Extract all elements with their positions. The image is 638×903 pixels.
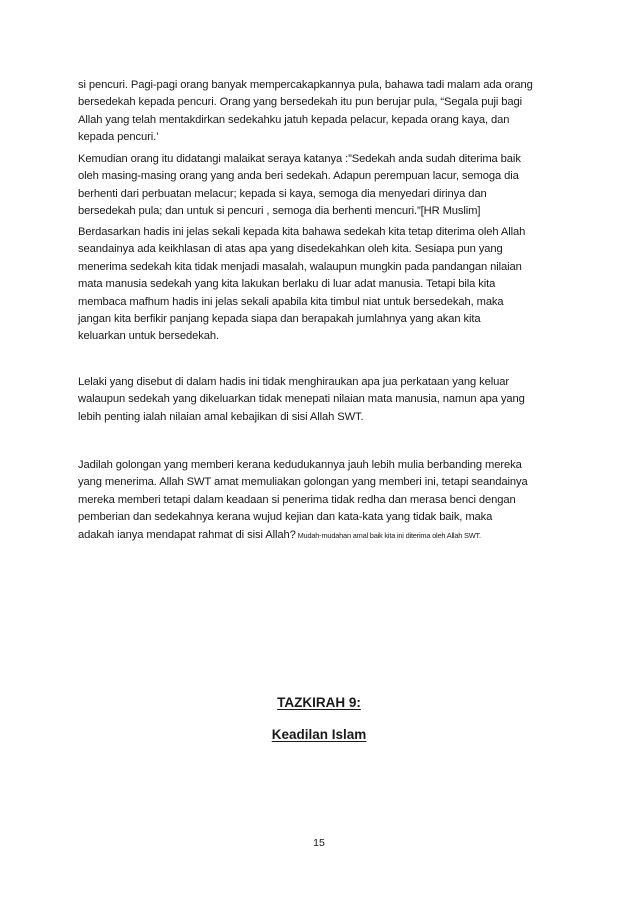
text-line: lebih penting ialah nilaian amal kebajikan di sisi Allah SWT. (78, 410, 364, 423)
text-line: Allah yang telah mentakdirkan sedekahku jatuh kepada pelacur, kepada orang kaya, dan (78, 113, 510, 126)
text-line: Berdasarkan hadis ini jelas sekali kepada kita bahawa sedekah kita tetap diterima oleh Allah (78, 226, 526, 238)
text-line: walaupun sedekah yang dikeluarkan tidak menepati nilaian mata manusia, namun apa yang (78, 393, 525, 406)
text-line: menerima sedekah kita tidak menjadi masalah, walaupun mungkin pada pandangan nilaian (78, 260, 522, 273)
text-line-main: adakah ianya mendapat rahmat di sisi Allah? (78, 528, 296, 541)
text-line: oleh masing-masing orang yang anda beri sedekah. Adapun perempuan lacur, semoga dia (78, 170, 519, 183)
text-line: bersedekah kepada pencuri. Orang yang bersedekah itu pun berujar pula, “Segala puji bagi (78, 96, 522, 109)
text-line: bersedekah pula; dan untuk si pencuri , semoga dia berhenti mencuri.”[HR Muslim] (78, 205, 481, 218)
text-line: Lelaki yang disebut di dalam hadis ini tidak menghiraukan apa jua perkataan yang keluar (78, 376, 510, 388)
text-line: Jadilah golongan yang memberi kerana kedudukannya jauh lebih mulia berbanding mereka (78, 459, 522, 471)
text-line: yang menerima. Allah SWT amat memuliakan golongan yang memberi ini, tetapi seandainya (78, 476, 528, 489)
text-line: Kemudian orang itu didatangi malaikat seraya katanya :”Sedekah anda sudah diterima baik (78, 153, 521, 165)
text-line-small: Mudah-mudahan amal baik kita ini diterima oleh Allah SWT. (295, 530, 481, 540)
paragraph-2 (78, 151, 568, 221)
text-line: kepada pencuri.’ (78, 131, 159, 144)
paragraph-4 (78, 374, 568, 426)
paragraph-5 (78, 457, 568, 544)
text-line: seandainya ada keikhlasan di atas apa yang disedekahkan oleh kita. Sesiapa pun yang (78, 243, 503, 256)
tazkirah-title: TAZKIRAH 9: (277, 695, 361, 710)
paragraph-3 (78, 224, 568, 346)
text-line: keluarkan untuk bersedekah. (78, 330, 219, 343)
text-line: mata manusia sedekah yang kita lakukan berlaku di luar adat manusia. Tetapi bila kita (78, 278, 496, 291)
text-line: mereka memberi tetapi dalam keadaan si penerima tidak redha dan merasa benci dengan (78, 493, 516, 506)
page-number: 15 (313, 837, 325, 849)
text-line: pemberian dan sedekahnya kerana wujud kejian dan kata-kata yang tidak baik, maka (78, 511, 493, 524)
text-line: jangan kita berfikir panjang kepada siapa dan berapakah jumlahnya yang akan kita (78, 313, 481, 326)
paragraph-1 (78, 77, 568, 147)
text-line: si pencuri. Pagi-pagi orang banyak mempercakapkannya pula, bahawa tadi malam ada orang (78, 79, 533, 91)
text-line: membaca mafhum hadis ini jelas sekali apabila kita timbul niat untuk bersedekah, maka (78, 295, 504, 308)
tazkirah-subtitle: Keadilan Islam (271, 727, 367, 742)
text-line: berhenti dari perbuatan melacur; kepada si kaya, semoga dia menyedari dirinya dan (78, 187, 487, 200)
text-line (78, 527, 568, 544)
